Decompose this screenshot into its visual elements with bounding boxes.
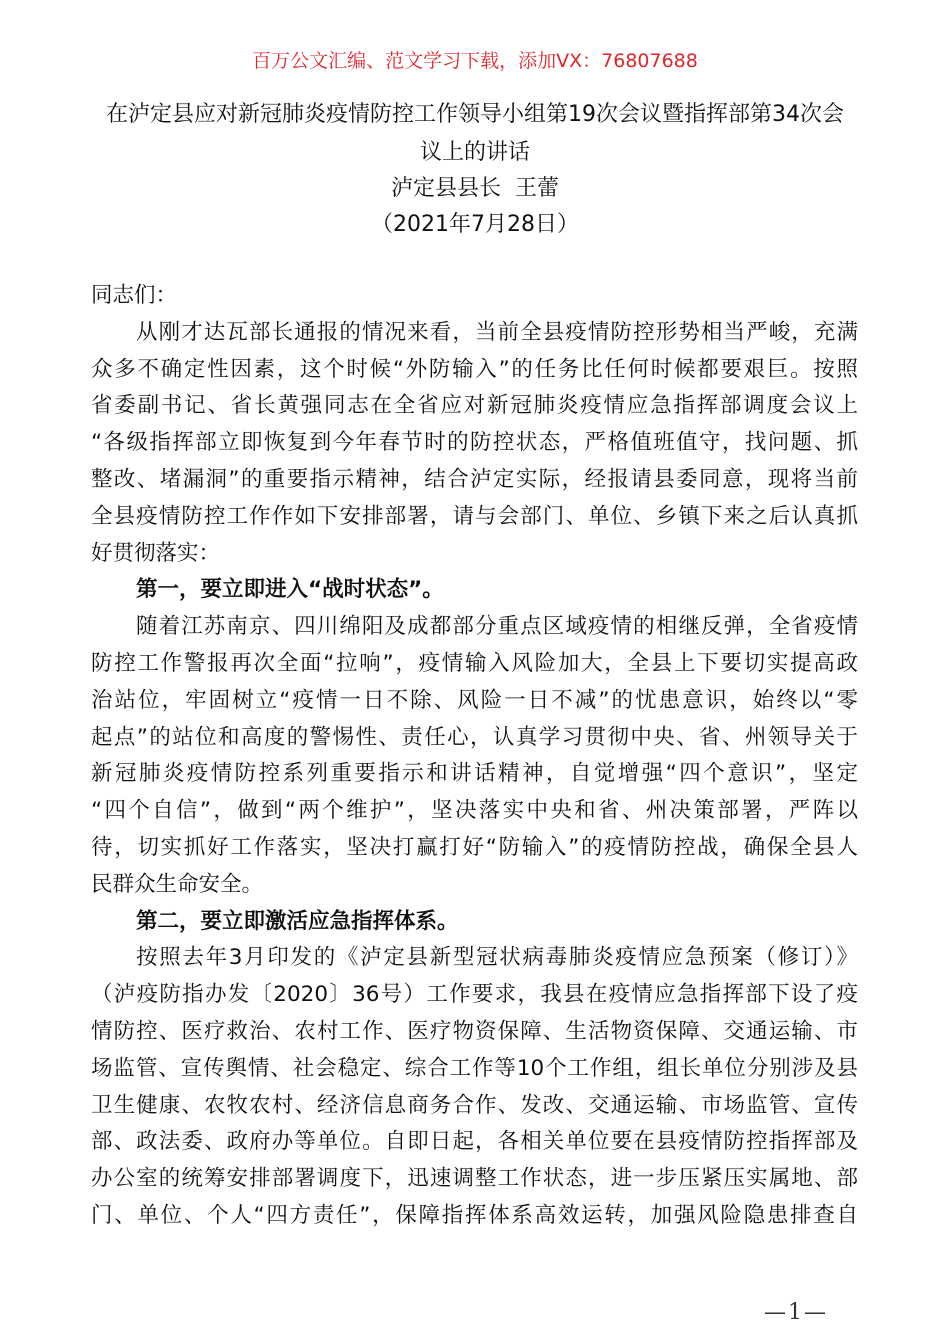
text-line: 按照去年3月印发的《泸定县新型冠状病毒肺炎疫情应急预案（修订）》 [136,945,858,971]
page-number: —1— [764,1300,828,1325]
paragraph [91,940,858,1234]
text-line: 从刚才达瓦部长通报的情况来看，当前全县疫情防控形势相当严峻，充满 [136,319,858,345]
text-line: “四个自信”，做到“两个维护”，坚决落实中央和省、州决策部署，严阵以 [91,798,858,824]
document-body [91,278,858,1235]
paragraph [91,315,858,573]
text-line: 门、单位、个人“四方责任”，保障指挥体系高效运转，加强风险隐患排查自 [91,1202,858,1228]
text-line: 同志们： [91,283,178,308]
text-line: 部、政法委、政府办等单位。自即日起，各相关单位要在县疫情防控指挥部及 [91,1129,858,1155]
text-line: （泸疫防指办发〔2020〕36号）工作要求，我县在疫情应急指挥部下设了疫 [91,982,858,1008]
text-line: “各级指挥部立即恢复到今年春节时的防控状态，严格值班值守，找问题、抓 [91,430,858,456]
text-line: 省委副书记、省长黄强同志在全省应对新冠肺炎疫情应急指挥部调度会议上 [91,393,858,419]
text-line: 好贯彻落实： [91,540,221,566]
text-line: 卫生健康、农牧农村、经济信息商务合作、发改、交通运输、市场监管、宣传 [91,1092,858,1118]
text-line: 待，切实抓好工作落实，坚决打赢打好“防输入”的疫情防控战，确保全县人 [91,834,858,860]
text-line: 众多不确定性因素，这个时候“外防输入”的任务比任何时候都要艰巨。按照 [91,356,858,382]
section-heading [91,572,858,609]
text-line: 整改、堵漏洞”的重要指示精神，结合泸定实际，经报请县委同意，现将当前 [91,466,858,492]
paragraph [91,609,858,903]
document-title-line2: 议上的讲话 [419,140,530,165]
watermark-banner: 百万公文汇编、范文学习下载，添加VX：76807688 [252,50,698,72]
paragraph [91,278,858,315]
document-date: （2021年7月28日） [371,212,579,237]
text-line: 第二，要立即激活应急指挥体系。 [136,908,459,934]
text-line: 随着江苏南京、四川绵阳及成都部分重点区域疫情的相继反弹，全省疫情 [136,614,858,640]
text-line: 起点”的站位和高度的警惕性、责任心，认真学习贯彻中央、省、州领导关于 [91,724,858,750]
text-line: 防控工作警报再次全面“拉响”，疫情输入风险加大，全县上下要切实提高政 [91,650,858,676]
text-line: 全县疫情防控工作作如下安排部署，请与会部门、单位、乡镇下来之后认真抓 [91,503,858,529]
text-line: 情防控、医疗救治、农村工作、医疗物资保障、生活物资保障、交通运输、市 [91,1018,858,1044]
document-title-line1: 在泸定县应对新冠肺炎疫情防控工作领导小组第19次会议暨指挥部第34次会 [106,102,844,127]
text-line: 场监管、宣传舆情、社会稳定、综合工作等10个工作组，组长单位分别涉及县 [91,1055,858,1081]
text-line: 民群众生命安全。 [91,871,264,897]
text-line: 治站位，牢固树立“疫情一日不除、风险一日不减”的忧患意识，始终以“零 [91,687,858,713]
document-author: 泸定县县长 王蕾 [391,176,559,201]
section-heading [91,904,858,941]
text-line: 新冠肺炎疫情防控系列重要指示和讲话精神，自觉增强“四个意识”，坚定 [91,761,858,787]
text-line: 第一，要立即进入“战时状态”。 [136,577,444,603]
text-line: 办公室的统筹安排部署调度下，迅速调整工作状态，进一步压紧压实属地、部 [91,1166,858,1192]
